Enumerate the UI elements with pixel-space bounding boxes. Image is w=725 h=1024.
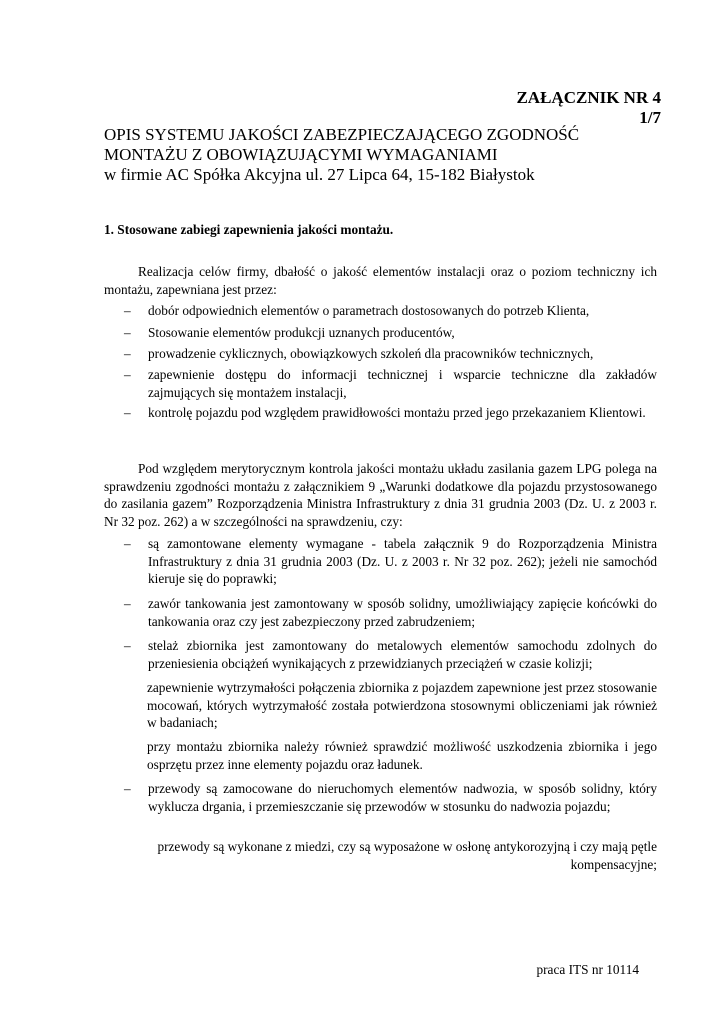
check-item-text: zawór tankowania jest zamontowany w sposób solidny, umożliwiający zapięcie końcówki do tankowania oraz czy jest zabezpieczony przed zabrudzeniem; (148, 596, 657, 629)
check-item (104, 780, 657, 815)
section-heading: 1. Stosowane zabiegi zapewnienia jakości montażu. (104, 222, 394, 237)
verification-paragraph: Pod względem merytorycznym kontrola jakości montażu układu zasilania gazem LPG polega na sprawdzeniu zgodności montażu z załącznikiem 9 „Warunki dodatkowe dla pojazdu przystosowanego do zasilania gazem” Rozporządzenia Ministra Infrastruktury z dnia 31 grudnia 2003 (Dz. U. z 2003 r. Nr 32 poz. 262) a w szczególności na sprawdzeniu, czy: (104, 461, 657, 529)
dash-bullet: – (124, 405, 131, 420)
check-item-text: przewody są zamocowane do nieruchomych elementów nadwozia, w sposób solidny, który wyklucza drgania, i przemieszczanie się przewodów w stosunku do nadwozia pojazdu; (148, 781, 657, 814)
list-item-text: zapewnienie dostępu do informacji technicznej i wsparcie techniczne dla zakładów zajmujących się montażem instalacji, (148, 367, 657, 400)
check-item (104, 535, 657, 588)
list-item-text: Stosowanie elementów produkcji uznanych producentów, (148, 325, 455, 340)
list-item (104, 345, 657, 363)
list-item (104, 366, 657, 401)
page-number: 1/7 (639, 108, 661, 127)
document-title (104, 125, 684, 185)
dash-bullet: – (124, 638, 131, 653)
list-item (104, 404, 657, 422)
check-item-text: są zamontowane elementy wymagane - tabela załącznik 9 do Rozporządzenia Ministra Infrastruktury z dnia 31 grudnia 2003 (Dz. U. z 2003 r. Nr 32 poz. 262); jeżeli nie samochód kieruje się do poprawki; (148, 536, 657, 586)
list-item-text: kontrolę pojazdu pod względem prawidłowości montażu przed jego przekazaniem Klientowi. (148, 405, 646, 420)
list-item (104, 324, 657, 342)
check-item-text: stelaż zbiornika jest zamontowany do metalowych elementów samochodu zdolnych do przeniesienia obciążeń wynikających z przewidzianych przeciążeń w czasie kolizji; (148, 638, 657, 671)
footer-label: praca ITS nr 10114 (536, 962, 639, 977)
list-item-text: prowadzenie cyklicznych, obowiązkowych szkoleń dla pracowników technicznych, (148, 346, 594, 361)
dash-bullet: – (124, 781, 131, 796)
title-line-1: OPIS SYSTEMU JAKOŚCI ZABEZPIECZAJĄCEGO ZGODNOŚĆ (104, 125, 580, 144)
tank-damage-note: przy montażu zbiornika należy również sprawdzić możliwość uszkodzenia zbiornika i jego osprzętu przez inne elementy pojazdu oraz ładunek. (147, 739, 657, 772)
dash-bullet: – (124, 536, 131, 551)
pipe-material-note: przewody są wykonane z miedzi, czy są wyposażone w osłonę antykorozyjną i czy mają pętle kompensacyjne; (157, 839, 657, 872)
list-item (104, 302, 657, 320)
annex-header (516, 88, 661, 128)
tank-strength-note: zapewnienie wytrzymałości połączenia zbiornika z pojazdem zapewnione jest przez stosowanie mocowań, których wytrzymałość została potwierdzona stosownymi obliczeniami jak również w badaniach; (147, 680, 657, 730)
dash-bullet: – (124, 303, 131, 318)
annex-number: ZAŁĄCZNIK NR 4 (516, 88, 661, 107)
intro-paragraph: Realizacja celów firmy, dbałość o jakość elementów instalacji oraz o poziom techniczny ich montażu, zapewniana jest przez: (104, 264, 657, 297)
dash-bullet: – (124, 596, 131, 611)
title-line-2: MONTAŻU Z OBOWIĄZUJĄCYMI WYMAGANIAMI (104, 145, 498, 164)
dash-bullet: – (124, 325, 131, 340)
dash-bullet: – (124, 346, 131, 361)
check-item (104, 637, 657, 672)
list-item-text: dobór odpowiednich elementów o parametrach dostosowanych do potrzeb Klienta, (148, 303, 590, 318)
title-line-3: w firmie AC Spółka Akcyjna ul. 27 Lipca 64, 15-182 Białystok (104, 165, 535, 184)
dash-bullet: – (124, 367, 131, 382)
check-item (104, 595, 657, 630)
